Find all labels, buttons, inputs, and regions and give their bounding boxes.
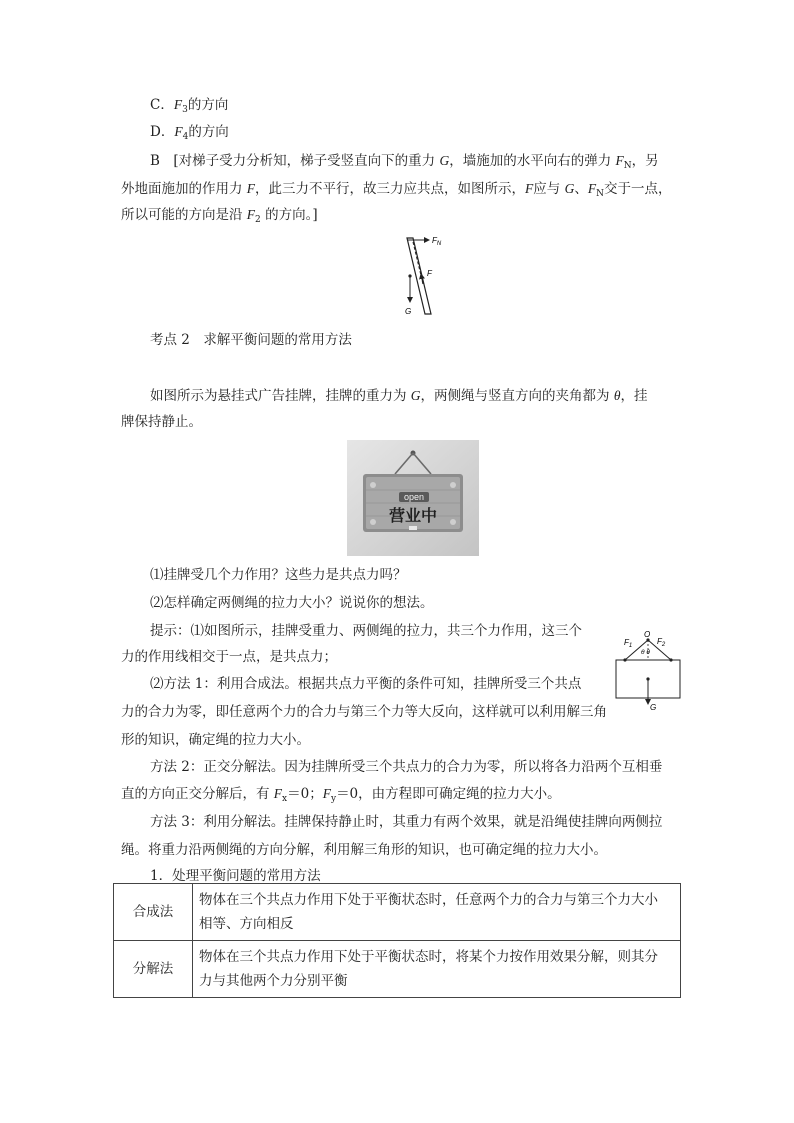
o-label: O [644,630,651,639]
hint-line-4: 力的合力为零，即任意两个力的合力与第三个力等大反向，这样就可以利用解三角 [121,704,607,720]
method-description: 物体在三个共点力作用下处于平衡状态时，将某个力按作用效果分解，则其分 力与其他两个力分别平衡 [193,941,681,998]
method-3-line-1: 方法 3：利用分解法。挂牌保持静止时，其重力有两个效果，就是沿绳使挂牌向两侧拉 [150,814,663,830]
method-name: 分解法 [114,941,193,998]
theta-label: θ θ [641,649,650,656]
g-label: G [405,307,412,316]
answer-line-3: 所以可能的方向是沿 $F_2$ 的方向。] [121,207,318,225]
table-row [114,884,681,941]
method-3-line-2: 绳。将重力沿两侧绳的方向分解，利用解三角形的知识，也可确定绳的拉力大小。 [121,842,607,858]
hanging-sign-photo [347,440,479,556]
method-2-line-2: 直的方向正交分解后，有 $F_x=0$；$F_y=0$，由方程即可确定绳的拉力大小。 [121,786,561,804]
ladder-force-diagram [385,228,455,320]
answer-line-1: B [对梯子受力分析知，梯子受竖直向下的重力 G，墙施加的水平向右的弹力 $F_N$，另 [150,153,659,171]
f-label: F [427,269,432,278]
f1-label: $F_1$ [624,638,633,649]
hint-line-2: 力的作用线相交于一点，是共点力； [121,649,337,665]
hint-line-1: 提示：⑴如图所示，挂牌受重力、两侧绳的拉力，共三个力作用，这三个 [150,623,582,639]
table-row [114,941,681,998]
intro-line-2: 牌保持静止。 [121,414,202,430]
fn-label: $F_N$ [432,236,442,247]
question-1: ⑴挂牌受几个力作用？这些力是共点力吗？ [150,567,407,583]
f2-label: $F_2$ [657,637,666,648]
question-2: ⑵怎样确定两侧绳的拉力大小？说说你的想法。 [150,595,434,611]
center-point [408,274,411,277]
option-d: D．$F_4$的方向 [150,124,229,142]
g-label: G [650,703,657,712]
sign-big-text: 营业中 [388,506,438,525]
methods-table [113,883,681,998]
section-title: 考点 2 求解平衡问题的常用方法 [150,332,352,348]
hint-line-5: 形的知识，确定绳的拉力大小。 [121,732,310,748]
method-2-line-1: 方法 2：正交分解法。因为挂牌所受三个共点力的合力为零，所以将各力沿两个互相垂 [150,759,663,775]
hint-line-3: ⑵方法 1：利用合成法。根据共点力平衡的条件可知，挂牌所受三个共点 [150,676,582,692]
method-description: 物体在三个共点力作用下处于平衡状态时，任意两个力的合力与第三个力大小 相等、方向相反 [193,884,681,941]
sign-small-text: open [403,492,425,502]
method-name: 合成法 [114,884,193,941]
sign-force-diagram [612,630,684,712]
answer-line-2: 外地面施加的作用力 F，此三力不平行，故三力应共点，如图所示，F应与 G、$F_N$交于一点， [121,181,672,199]
intro-line-1: 如图所示为悬挂式广告挂牌，挂牌的重力为 G，两侧绳与竖直方向的夹角都为 θ，挂 [150,388,648,404]
option-c: C．$F_3$的方向 [150,97,229,115]
subsection-title: 1．处理平衡问题的常用方法 [150,868,321,884]
